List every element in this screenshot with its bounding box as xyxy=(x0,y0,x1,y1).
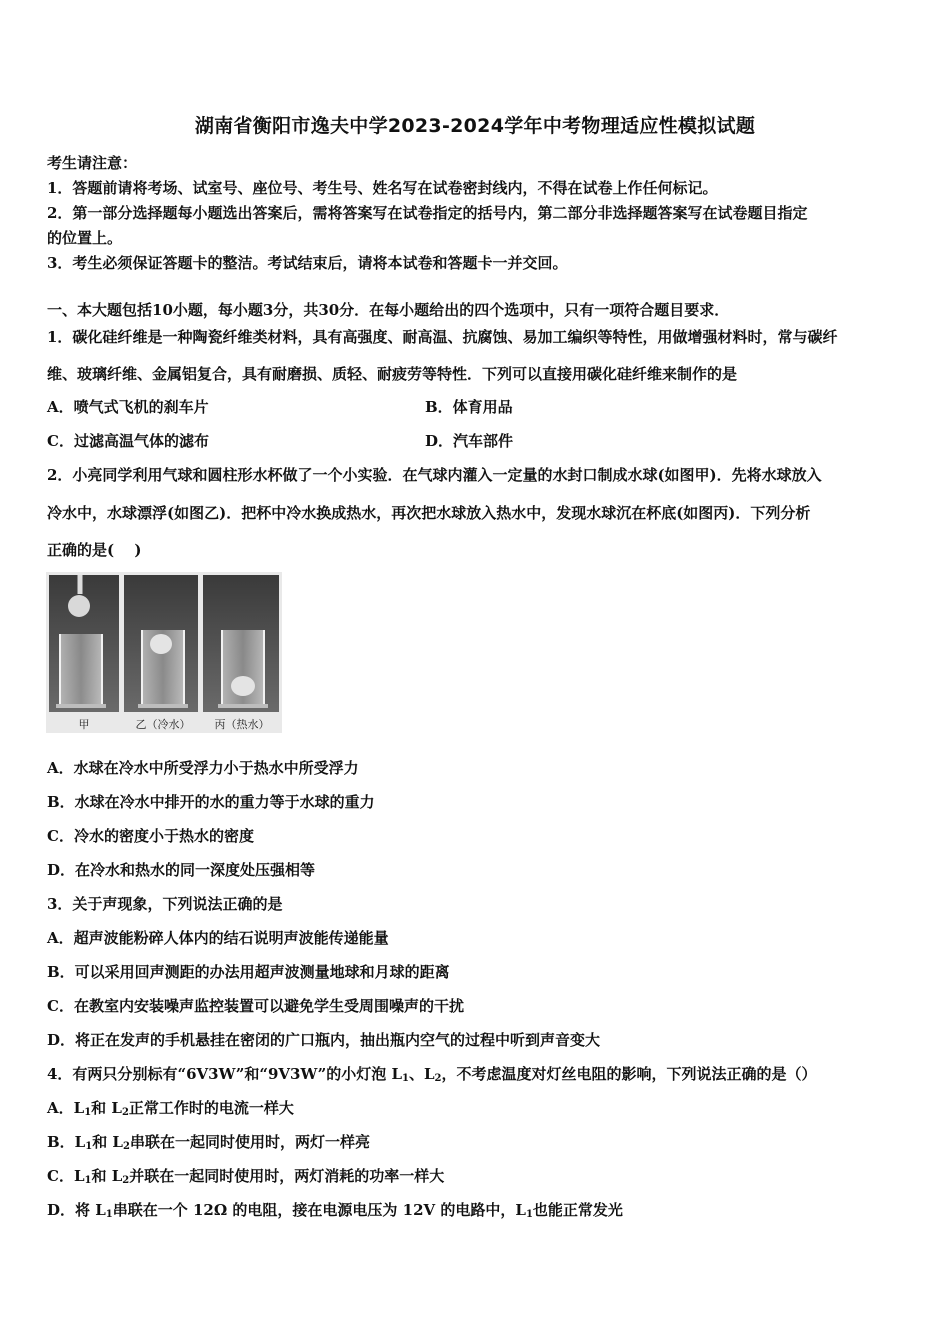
q1-options-row1 xyxy=(47,397,907,417)
q1-options-row2 xyxy=(47,431,907,451)
subscript: 1 xyxy=(85,1141,93,1152)
q2-stem-line2: 冷水中，水球漂浮(如图乙)．把杯中冷水换成热水，再次把水球放入热水中，发现水球沉在杯底(如图丙)．下列分析 xyxy=(47,504,811,522)
option-text: A．L xyxy=(47,1099,85,1117)
q1-option-a: A．喷气式飞机的刹车片 xyxy=(47,398,209,416)
q4-option-a xyxy=(47,1098,294,1123)
q2-option-c: C．冷水的密度小于热水的密度 xyxy=(47,827,254,845)
option-text: 和 L xyxy=(92,1133,123,1151)
notice-item-2: 2．第一部分选择题每小题选出答案后，需将答案写在试卷指定的括号内，第二部分非选择题答案写在试卷题目指定 xyxy=(47,204,808,222)
q4-stem xyxy=(47,1064,817,1089)
notice-item-2-cont: 的位置上。 xyxy=(47,229,123,247)
q3-option-a: A．超声波能粉碎人体内的结石说明声波能传递能量 xyxy=(47,929,389,947)
notice-heading: 考生请注意： xyxy=(47,154,138,172)
option-text: B．L xyxy=(47,1133,86,1151)
option-text: 和 L xyxy=(91,1099,122,1117)
figure-label-bing: 丙（热水） xyxy=(214,718,270,731)
q2-option-d: D．在冷水和热水的同一深度处压强相等 xyxy=(47,861,316,879)
subscript: 2 xyxy=(121,1107,129,1118)
option-text: 和 L xyxy=(91,1167,123,1185)
option-text: 也能正常发光 xyxy=(532,1201,623,1219)
q1-option-b: B．体育用品 xyxy=(425,398,513,416)
option-text: C．L xyxy=(47,1167,85,1185)
subscript: 2 xyxy=(122,1141,130,1152)
q4-stem-text: ，不考虑温度对灯丝电阻的影响，下列说法正确的是（） xyxy=(441,1065,817,1083)
q2-option-b: B．水球在冷水中排开的水的重力等于水球的重力 xyxy=(47,793,375,811)
photo-panel-bing xyxy=(203,575,279,712)
notice-item-3: 3．考生必须保证答题卡的整洁。考试结束后，请将本试卷和答题卡一并交回。 xyxy=(47,254,568,272)
q2-experiment-photo xyxy=(46,572,282,733)
subscript: 1 xyxy=(402,1073,409,1084)
q4-option-b xyxy=(47,1132,370,1157)
subscript: 1 xyxy=(84,1175,92,1186)
q3-stem: 3．关于声现象，下列说法正确的是 xyxy=(47,895,283,913)
subscript: 1 xyxy=(105,1209,113,1220)
q4-stem-text: 4．有两只分别标有“6V3W”和“9V3W”的小灯泡 L xyxy=(47,1065,402,1083)
q1-option-c: C．过滤高温气体的滤布 xyxy=(47,432,209,450)
exam-title: 湖南省衡阳市逸夫中学2023-2024学年中考物理适应性模拟试题 xyxy=(194,115,756,137)
q1-stem-line1: 1．碳化硅纤维是一种陶瓷纤维类材料，具有高强度、耐高温、抗腐蚀、易加工编织等特性，用做增强材料时，常与碳纤 xyxy=(47,328,838,346)
figure-label-jia: 甲 xyxy=(78,718,90,731)
q1-option-d: D．汽车部件 xyxy=(425,432,514,450)
q2-stem-line1: 2．小亮同学利用气球和圆柱形水杯做了一个小实验．在气球内灌入一定量的水封口制成水球(如图甲)．先将水球放入 xyxy=(47,466,822,484)
subscript: 2 xyxy=(434,1073,442,1084)
q3-option-c: C．在教室内安装噪声监控装置可以避免学生受周围噪声的干扰 xyxy=(47,997,464,1015)
notice-item-1: 1．答题前请将考场、试室号、座位号、考生号、姓名写在试卷密封线内，不得在试卷上作任何标记。 xyxy=(47,179,718,197)
q1-stem-line2: 维、玻璃纤维、金属铝复合，具有耐磨损、质轻、耐疲劳等特性．下列可以直接用碳化硅纤维来制作的是 xyxy=(47,365,738,383)
q4-option-c xyxy=(47,1166,444,1191)
q2-stem-line3: 正确的是( ) xyxy=(47,541,142,559)
photo-panel-yi xyxy=(124,575,198,712)
q3-option-d: D．将正在发声的手机悬挂在密闭的广口瓶内，抽出瓶内空气的过程中听到声音变大 xyxy=(47,1031,601,1049)
q4-stem-text: 、L xyxy=(408,1065,435,1083)
option-text: 并联在一起同时使用时，两灯消耗的功率一样大 xyxy=(129,1167,445,1185)
option-text: D．将 L xyxy=(47,1201,106,1219)
q3-option-b: B．可以采用回声测距的办法用超声波测量地球和月球的距离 xyxy=(47,963,450,981)
photo-panel-jia xyxy=(49,575,119,712)
q2-option-a: A．水球在冷水中所受浮力小于热水中所受浮力 xyxy=(47,759,359,777)
option-text: 串联在一个 12Ω 的电阻，接在电源电压为 12V 的电路中，L xyxy=(112,1201,526,1219)
subscript: 1 xyxy=(525,1209,533,1220)
figure-label-yi: 乙（冷水） xyxy=(135,718,191,731)
q4-option-d xyxy=(47,1200,623,1225)
option-text: 正常工作时的电流一样大 xyxy=(128,1099,294,1117)
section-heading: 一、本大题包括10小题，每小题3分，共30分．在每小题给出的四个选项中，只有一项符合题目要求． xyxy=(47,301,730,319)
subscript: 1 xyxy=(84,1107,92,1118)
option-text: 串联在一起同时使用时，两灯一样亮 xyxy=(129,1133,370,1151)
subscript: 2 xyxy=(122,1175,130,1186)
